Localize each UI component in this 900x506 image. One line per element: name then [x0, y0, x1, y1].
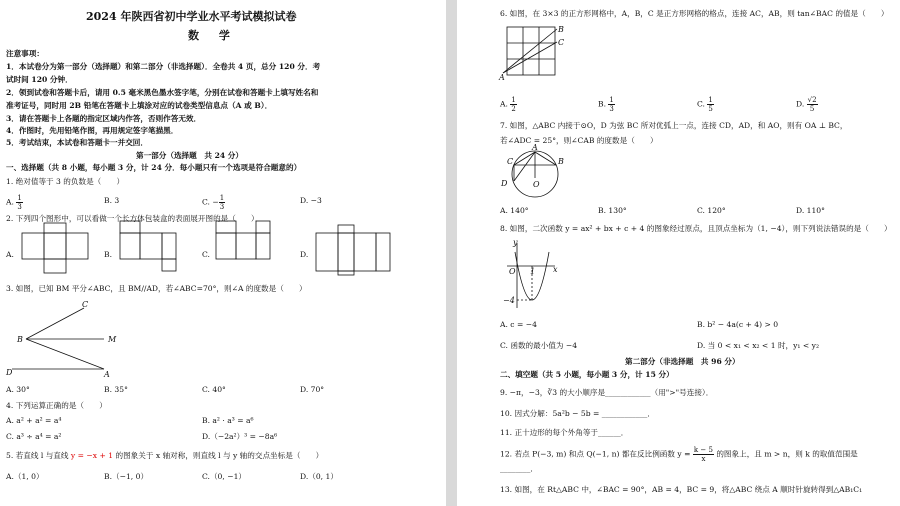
q13: 13. 如图，在 Rt△ABC 中，∠BAC = 90°，AB = 4，BC = 9，将△ABC 绕点 A 顺时针旋转得到△AB₁C₁	[500, 485, 863, 494]
q2-option-a-label: A.	[6, 250, 14, 259]
q2-option-d-label: D.	[300, 250, 309, 259]
q1-option-d: D. −3	[300, 196, 322, 205]
part2-heading: 第二部分（非选择题 共 96 分）	[625, 357, 740, 366]
q6-option-b: B. $\frac{1}{3}$	[598, 96, 614, 113]
q2-option-c-label: C.	[202, 250, 210, 259]
q3-label-d: D	[6, 368, 13, 377]
q7-stem-line1: 7. 如图，△ABC 内接于⊙O，D 为弦 BC 所对优弧上一点，连接 CD，AD，和 AO，则有 OA ⊥ BC，	[500, 121, 848, 130]
section1-heading: 一、选择题（共 8 小题，每小题 3 分，计 24 分．每小题只有一个选项是符合题意的）	[6, 163, 302, 172]
page-gutter	[446, 0, 457, 506]
q12: 12. 若点 P(−3, m) 和点 Q(−1, n) 都在反比例函数 y = $\frac{k - 5}{x}$ 的图象上，且 m > n，则 k 的取值范围是	[500, 446, 858, 463]
q8-option-d: D. 当 0 < x₁ < x₂ < 1 时，y₁ < y₂	[697, 341, 819, 350]
q5-stem: 5. 若直线 l 与直线 y = −x + 1 的图象关于 x 轴对称，则直线 l 与 y 轴的交点坐标是（ ）	[6, 451, 324, 460]
q4-stem: 4. 下列运算正确的是（ ）	[6, 401, 107, 410]
q3-label-m: M	[108, 335, 117, 344]
q3-option-d: D. 70°	[300, 385, 325, 394]
q8-label-o: O	[509, 267, 516, 276]
q8-label-y: y	[513, 238, 518, 247]
q6-label-a: A	[499, 73, 505, 82]
q7-label-b: B	[558, 157, 564, 166]
notice-line: 3．请在答题卡上各题的指定区域内作答，否则作答无效．	[6, 114, 202, 123]
q7-option-d: D. 110°	[796, 206, 825, 215]
q7-label-o: O	[533, 180, 540, 189]
notice-line: 试时间 120 分钟．	[6, 75, 73, 84]
q10: 10. 因式分解：5a²b − 5b = ____________．	[500, 409, 655, 418]
exam-page-right	[457, 0, 900, 506]
q8-label-x: x	[553, 265, 558, 274]
notice-heading: 注意事项：	[6, 49, 44, 58]
q7-option-b: B. 130°	[598, 206, 627, 215]
q1-option-c: C. − $\frac{1}{3}$	[202, 194, 225, 211]
part1-heading: 第一部分（选择题 共 24 分）	[136, 151, 243, 160]
q11: 11. 正十边形的每个外角等于______．	[500, 428, 629, 437]
q7-stem-line2: 若∠ADC = 25°，则∠CAB 的度数是（ ）	[500, 136, 658, 145]
q7-label-c: C	[507, 157, 514, 166]
q3-option-c: C. 40°	[202, 385, 226, 394]
q4-option-c: C. a³ ÷ a⁴ = a²	[6, 432, 62, 441]
q2-option-b-label: B.	[104, 250, 112, 259]
q8-stem: 8. 如图，二次函数 y = ax² + bx + c + 4 的图象经过原点，且顶点坐标为（1, −4），则下列说法错误的是（ ）	[500, 224, 892, 233]
q8-option-b: B. b² − 4a(c + 4) > 0	[697, 320, 779, 329]
q7-option-c: C. 120°	[697, 206, 726, 215]
q6-label-b: B	[558, 25, 564, 34]
q6-label-c: C	[558, 38, 565, 47]
q6-stem: 6. 如图，在 3×3 的正方形网格中，A，B，C 是正方形网格的格点，连接 AC，AB，则 tan∠BAC 的值是（ ）	[500, 9, 889, 18]
q8-label-1: 1	[530, 267, 536, 276]
exam-title: 2024 年陕西省初中学业水平考试模拟试卷	[86, 10, 297, 23]
q3-option-a: A. 30°	[6, 385, 30, 394]
q3-option-b: B. 35°	[104, 385, 128, 394]
q3-label-a: A	[104, 370, 110, 379]
q1-option-b: B. 3	[104, 196, 120, 205]
q5-line-equation: y = −x + 1	[70, 451, 114, 460]
notice-line: 5．考试结束，本试卷和答题卡一并交回．	[6, 138, 148, 147]
q1-option-a: A. $\frac{1}{3}$	[6, 194, 22, 211]
q3-label-b: B	[17, 335, 23, 344]
section2-heading: 二、填空题（共 5 小题，每小题 3 分，计 15 分）	[500, 370, 674, 379]
q5-option-a: A.（1, 0）	[6, 472, 44, 481]
q6-option-d: D. $\frac{√2}{5}$	[796, 96, 817, 113]
q9: 9. −π，−3，∛3 的大小顺序是____________（用">"号连接）．	[500, 388, 714, 397]
q8-label-neg4: −4	[503, 296, 515, 305]
q7-option-a: A. 140°	[500, 206, 529, 215]
q7-label-a: A	[532, 143, 538, 152]
subject-title: 数 学	[188, 29, 238, 42]
notice-line: 4．作图时，先用铅笔作图，再用规定签字笔描黑．	[6, 126, 179, 135]
exam-page-left	[0, 0, 446, 506]
q8-option-c: C. 函数的最小值为 −4	[500, 341, 578, 350]
q7-label-d: D	[501, 179, 508, 188]
q1-stem: 1. 绝对值等于 3 的负数是（ ）	[6, 177, 125, 186]
notice-line: 2．领到试卷和答题卡后，请用 0.5 毫米黑色墨水签字笔，分别在试卷和答题卡上填写姓名和	[6, 88, 319, 97]
notice-line: 1．本试卷分为第一部分（选择题）和第二部分（非选择题）．全卷共 4 页，总分 120 分．考	[6, 62, 321, 71]
notice-line: 准考证号，同时用 2B 铅笔在答题卡上填涂对应的试卷类型信息点（A 或 B）．	[6, 101, 273, 110]
q3-label-c: C	[82, 300, 89, 309]
q4-option-b: B. a² · a³ = a⁶	[202, 416, 254, 425]
q12-answer-blank: ________．	[500, 464, 538, 473]
q5-option-d: D.（0, 1）	[300, 472, 338, 481]
q4-option-d: D.（−2a²）³ = −8a⁶	[202, 432, 278, 441]
q8-option-a: A. c = −4	[500, 320, 537, 329]
q6-option-a: A. $\frac{1}{2}$	[500, 96, 516, 113]
q3-figure	[0, 0, 446, 506]
q5-option-b: B.（−1, 0）	[104, 472, 149, 481]
q4-option-a: A. a² + a² = a⁴	[6, 416, 62, 425]
q2-stem: 2. 下列四个图形中，可以看做一个长方体包装盒的表面展开图的是（ ）．	[6, 214, 263, 223]
q6-option-c: C. $\frac{1}{5}$	[697, 96, 713, 113]
q3-stem: 3. 如图，已知 BM 平分∠ABC，且 BM//AD，若∠ABC=70°，则∠A 的度数是（ ）	[6, 284, 307, 293]
q5-option-c: C.（0, −1）	[202, 472, 246, 481]
